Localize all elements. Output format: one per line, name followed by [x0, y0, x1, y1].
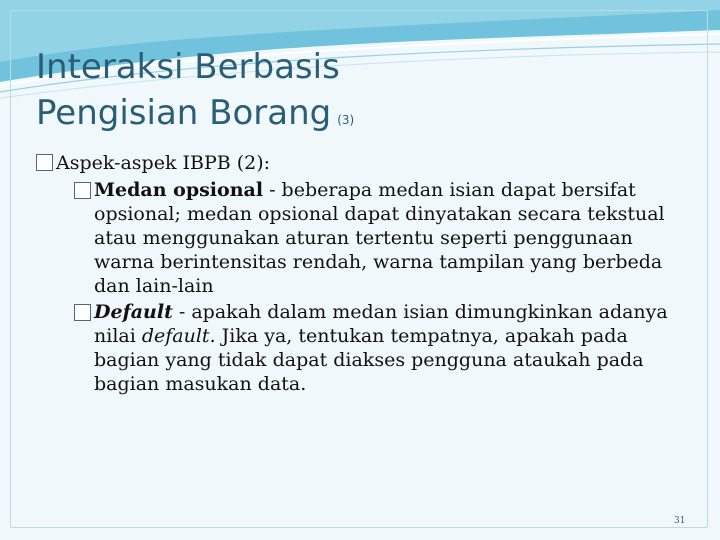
title-line-1: Interaksi Berbasis: [36, 47, 340, 87]
default-description-part2: . Jika ya, tentukan tempatnya, apakah pada bagian yang tidak dapat diakses pengguna ataukah pada bagian masukan data.: [94, 325, 644, 395]
slide-body: [36, 150, 696, 396]
bullet-level1: [36, 150, 696, 176]
square-bullet-icon: [74, 182, 91, 199]
bullet-level2-medan-opsional: [36, 178, 696, 298]
square-bullet-icon: [36, 154, 53, 171]
title-suffix: (3): [337, 113, 355, 127]
page-number: 31: [674, 516, 686, 526]
square-bullet-icon: [74, 304, 91, 321]
bullet-level2-default: [36, 300, 696, 396]
medan-opsional-description: - beberapa medan isian dapat bersifat opsional; medan opsional dapat dinyatakan secara tekstual atau menggunakan aturan tertentu seperti penggunaan warna berintensitas rendah, warna tampilan yang berbeda dan lain-lain: [94, 179, 665, 297]
slide-title: [36, 44, 676, 143]
bullet-main-text: Aspek-aspek IBPB (2):: [56, 152, 271, 174]
term-medan-opsional: Medan opsional: [94, 179, 264, 201]
default-description-part1: - apakah dalam medan isian dimungkinkan adanya nilai: [94, 301, 668, 347]
term-default: Default: [94, 301, 173, 323]
default-italic-word: default: [141, 325, 210, 347]
title-line-2: Pengisian Borang: [36, 93, 332, 133]
